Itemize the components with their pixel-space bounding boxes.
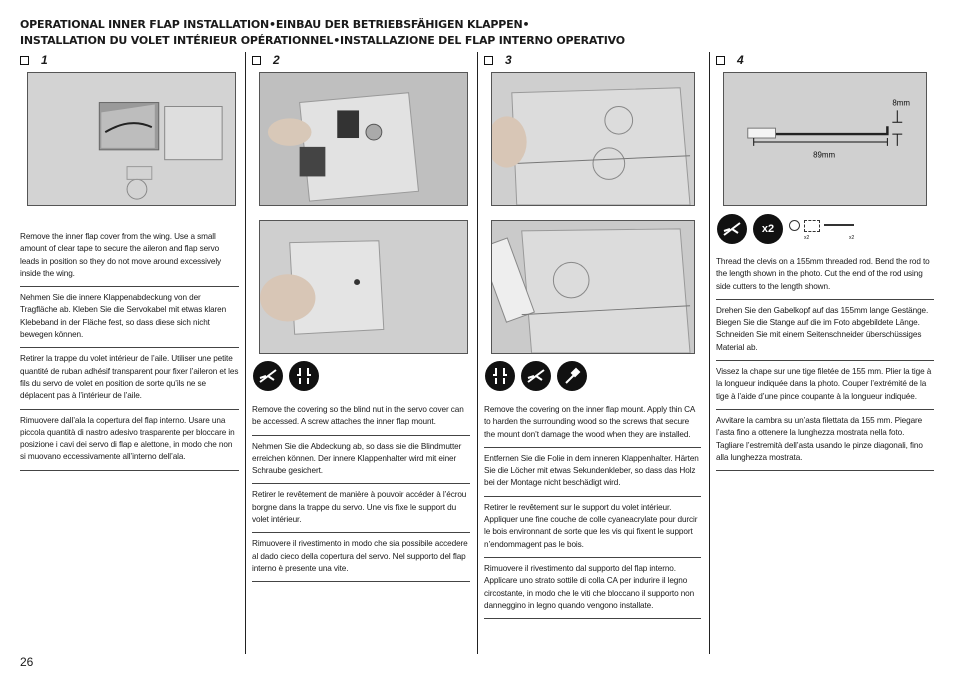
ca-glue-icon: [557, 361, 587, 391]
hardware-icons: [789, 214, 859, 244]
instruction-fr: Retirer le revêtement de manière à pouvoir accéder à l’écrou borgne dans la trappe du servo. Une vis fixe le support du volet intérieur.: [252, 484, 470, 533]
dimension-8mm-label: 8mm: [892, 98, 910, 108]
rod-bend-icon: [289, 361, 319, 391]
rod-bend-icon: [485, 361, 515, 391]
instruction-de: Nehmen Sie die Abdeckung ab, so dass sie die Blindmutter erreichen können. Der innere Klappenhalter wird mit einer Schraube gesichert.: [252, 436, 470, 485]
page-title: [20, 17, 920, 49]
instruction-it: Rimuovere il rivestimento in modo che sia possibile accedere al dado cieco della copertura del servo. Nel supporto del flap interno è presente una vite.: [252, 533, 470, 582]
column-divider: [245, 52, 246, 654]
title-line-1: OPERATIONAL INNER FLAP INSTALLATION•EINBAU DER BETRIEBSFÄHIGEN KLAPPEN•: [20, 18, 530, 31]
step-2-header: [252, 52, 472, 68]
step-2-column: [252, 52, 472, 68]
step-checkbox[interactable]: [716, 56, 725, 65]
step-2-text: [252, 401, 470, 582]
step-1-column: [20, 52, 240, 68]
page-number: 26: [20, 655, 34, 669]
instruction-fr: Vissez la chape sur une tige filetée de 155 mm. Plier la tige à la longueur indiquée dans la photo. Couper l’extrémité de la tige à l’aide d’une pince coupante à la longueur indiquée.: [716, 361, 934, 410]
step-number: 2: [273, 53, 280, 67]
step-4-photo: [723, 72, 927, 206]
rod-icon: [824, 224, 854, 226]
instruction-it: Avvitare la cambra su un’asta filettata da 155 mm. Piegare l’asta fino a ottenere la lunghezza mostrata nella foto. Tagliare l’estremità dell’asta usando le pinze diagonali, fino alla lunghezza mostrata.: [716, 410, 934, 471]
instruction-it: Rimuovere il rivestimento dal supporto del flap interno. Applicare uno strato sottile di colla CA per indurire il legno circostante, in modo che le viti che bloccano il supporto non danneggino in legno quando vengono installate.: [484, 558, 701, 619]
step-3-photo-2: [491, 220, 695, 354]
pliers-icon: [717, 214, 747, 244]
instruction-en: Thread the clevis on a 155mm threaded rod. Bend the rod to the length shown in the photo. Cut the end of the rod using side cutters to the length shown.: [716, 253, 934, 300]
qty-small-2: x2: [849, 235, 855, 241]
step-2-icons: [253, 361, 319, 391]
step-3-icons: [485, 361, 587, 391]
instruction-de: Nehmen Sie die innere Klappenabdeckung von der Tragfläche ab. Kleben Sie die Servokabel mit etwas klaren Klebeband in der Fläche fest, so dass diese sich nicht bewegen können.: [20, 287, 239, 348]
instruction-it: Rimuovere dall’ala la copertura del flap interno. Usare una piccola quantità di nastro adesivo trasparente per bloccare in posizione i cavi dei servo di flap e alettone, in modo che non si muovano eccessivamente all’interno dell’ala.: [20, 410, 239, 471]
instruction-en: Remove the covering on the inner flap mount. Apply thin CA to harden the surrounding wood so the screws that secure the mount don’t damage the wood when they are installed.: [484, 401, 701, 448]
column-divider: [709, 52, 710, 654]
step-checkbox[interactable]: [484, 56, 493, 65]
step-3-text: [484, 401, 701, 619]
step-1-header: [20, 52, 240, 68]
step-3-photo-1: [491, 72, 695, 206]
instruction-en: Remove the inner flap cover from the wing. Use a small amount of clear tape to secure the aileron and flap servo leads in position so they do not move around excessively inside the wing.: [20, 228, 239, 287]
x2-badge: x2: [753, 214, 783, 244]
dimension-89mm-label: 89mm: [813, 150, 836, 160]
instruction-fr: Retirer le revêtement sur le support du volet intérieur. Appliquer une fine couche de colle cyaneacrylate pour durcir le bois environnant de sorte que les vis qui fixent le support n’endommagent pas le bois.: [484, 497, 701, 558]
title-line-2: INSTALLATION DU VOLET INTÉRIEUR OPÉRATIONNEL•INSTALLAZIONE DEL FLAP INTERNO OPERATIVO: [20, 34, 625, 47]
step-4-text: [716, 253, 934, 471]
step-2-photo-1: [259, 72, 468, 206]
instruction-de: Entfernen Sie die Folie in dem inneren Klappenhalter. Härten Sie die Löcher mit etwas Sekundenkleber, so dass das Holz bei der Montage nicht beschädigt wird.: [484, 448, 701, 497]
qty-small-1: x2: [804, 235, 810, 241]
instruction-fr: Retirer la trappe du volet intérieur de l’aile. Utiliser une petite quantité de ruban adhésif transparent pour fixer l’aileron et les fils du servo de volet en position de sorte qu’ils ne se déplacent pas à l’intérieur de l’aile.: [20, 348, 239, 409]
step-3-header: [484, 52, 704, 68]
step-4-icons: [717, 214, 859, 244]
step-number: 1: [41, 53, 48, 67]
step-number: 4: [737, 53, 744, 67]
pliers-icon: [521, 361, 551, 391]
washer-icon: [789, 220, 800, 231]
step-4-column: [716, 52, 936, 68]
step-number: 3: [505, 53, 512, 67]
step-1-text: [20, 228, 239, 471]
step-checkbox[interactable]: [20, 56, 29, 65]
step-2-photo-2: [259, 220, 468, 354]
pliers-icon: [253, 361, 283, 391]
step-4-header: [716, 52, 936, 68]
step-checkbox[interactable]: [252, 56, 261, 65]
step-1-photo: [27, 72, 236, 206]
instruction-de: Drehen Sie den Gabelkopf auf das 155mm lange Gestänge. Biegen Sie die Stange auf die im Foto abgebildete Länge. Schneiden Sie mit einem Seitenschneider überschüssiges Material ab.: [716, 300, 934, 361]
instruction-en: Remove the covering so the blind nut in the servo cover can be accessed. A screw attaches the inner flap mount.: [252, 401, 470, 436]
clevis-icon: [804, 220, 820, 232]
column-divider: [477, 52, 478, 654]
step-3-column: [484, 52, 704, 68]
